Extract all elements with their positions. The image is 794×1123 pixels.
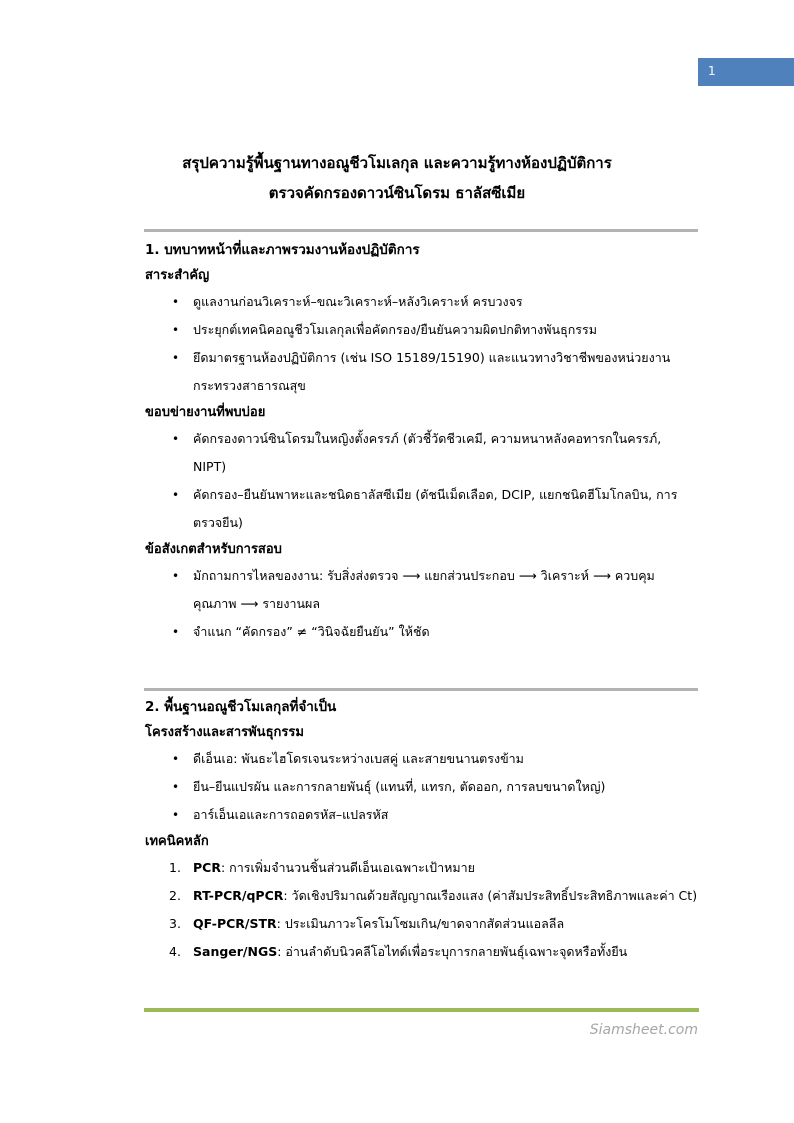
list-item: • ดูแลงานก่อนวิเคราะห์–ขณะวิเคราะห์–หลังวิเคราะห์ ครบวงจร xyxy=(145,288,698,316)
bullet-icon: • xyxy=(172,780,180,794)
bullet-list xyxy=(145,288,698,400)
subsection-heading: โครงสร้างและสารพันธุกรรม xyxy=(145,725,304,740)
bullet-icon: • xyxy=(172,295,180,309)
section-2-heading: 2. พื้นฐานอณูชีวโมเลกุลที่จำเป็น xyxy=(145,699,337,715)
page-number-badge xyxy=(698,58,794,86)
subsection-heading: ขอบข่ายงานที่พบบ่อย xyxy=(145,405,266,420)
subsection-heading: สาระสำคัญ xyxy=(145,268,210,283)
bullet-icon: • xyxy=(172,488,180,502)
list-item: • ประยุกต์เทคนิคอณูชีวโมเลกุลเพื่อคัดกรอง/ยืนยันความผิดปกติทางพันธุกรรม xyxy=(145,316,698,344)
list-item: • ดีเอ็นเอ: พันธะไฮโดรเจนระหว่างเบสคู่ และสายขนานตรงข้าม xyxy=(145,745,698,773)
list-item: • คัดกรอง–ยืนยันพาหะและชนิดธาลัสซีเมีย (ดัชนีเม็ดเลือด, DCIP, แยกชนิดฮีโมโกลบิน, การตรวจยีน) xyxy=(145,481,698,537)
subsection-heading: เทคนิคหลัก xyxy=(145,834,209,849)
section-1-divider xyxy=(144,229,698,232)
bullet-list xyxy=(145,562,698,646)
list-item: 4. Sanger/NGS: อ่านลำดับนิวคลีโอไทด์เพื่อระบุการกลายพันธุ์เฉพาะจุดหรือทั้งยีน xyxy=(169,944,628,959)
list-item: • ยึดมาตรฐานห้องปฏิบัติการ (เช่น ISO 15189/15190) และแนวทางวิชาชีพของหน่วยงานกระทรวงสาธารณสุข xyxy=(145,344,698,400)
list-item: • มักถามการไหลของงาน: รับสิ่งส่งตรวจ ⟶ แยกส่วนประกอบ ⟶ วิเคราะห์ ⟶ ควบคุมคุณภาพ ⟶ รายงานผล xyxy=(145,562,698,618)
bullet-icon: • xyxy=(172,808,180,822)
bullet-icon: • xyxy=(172,351,180,365)
list-item: • คัดกรองดาวน์ซินโดรมในหญิงตั้งครรภ์ (ตัวชี้วัดชีวเคมี, ความหนาหลังคอทารกในครรภ์, NIPT) xyxy=(145,425,698,481)
document-title xyxy=(96,148,698,208)
bullet-icon: • xyxy=(172,625,180,639)
footer-brand: Siamsheet.com xyxy=(589,1022,698,1038)
page-number: 1 xyxy=(708,64,716,78)
bullet-icon: • xyxy=(172,569,180,583)
list-item: • อาร์เอ็นเอและการถอดรหัส–แปลรหัส xyxy=(145,801,698,829)
bullet-list xyxy=(145,745,698,829)
list-item: • ยีน–ยีนแปรผัน และการกลายพันธุ์ (แทนที่, แทรก, ตัดออก, การลบขนาดใหญ่) xyxy=(145,773,698,801)
section-2 xyxy=(145,695,698,966)
list-item: • จำแนก “คัดกรอง” ≠ “วินิจฉัยยืนยัน” ให้ชัด xyxy=(145,618,698,646)
numbered-list xyxy=(145,854,698,966)
section-2-divider xyxy=(144,688,698,691)
title-line-1: สรุปความรู้พื้นฐานทางอณูชีวโมเลกุล และความรู้ทางห้องปฏิบัติการ xyxy=(182,154,612,172)
list-item: 1. PCR: การเพิ่มจำนวนชิ้นส่วนดีเอ็นเอเฉพาะเป้าหมาย xyxy=(169,860,475,875)
section-1 xyxy=(145,238,698,646)
title-line-2: ตรวจคัดกรองดาวน์ซินโดรม ธาลัสซีเมีย xyxy=(268,184,526,202)
bullet-icon: • xyxy=(172,323,180,337)
list-item: 3. QF-PCR/STR: ประเมินภาวะโครโมโซมเกิน/ขาดจากสัดส่วนแอลลีล xyxy=(169,916,565,931)
bullet-list xyxy=(145,425,698,537)
section-1-heading: 1. บทบาทหน้าที่และภาพรวมงานห้องปฏิบัติการ xyxy=(145,242,420,258)
bullet-icon: • xyxy=(172,752,180,766)
footer-divider xyxy=(144,1008,699,1012)
list-item: 2. RT-PCR/qPCR: วัดเชิงปริมาณด้วยสัญญาณเรืองแสง (ค่าสัมประสิทธิ์ประสิทธิภาพและค่า Ct) xyxy=(169,888,698,903)
subsection-heading: ข้อสังเกตสำหรับการสอบ xyxy=(145,542,282,557)
bullet-icon: • xyxy=(172,432,180,446)
